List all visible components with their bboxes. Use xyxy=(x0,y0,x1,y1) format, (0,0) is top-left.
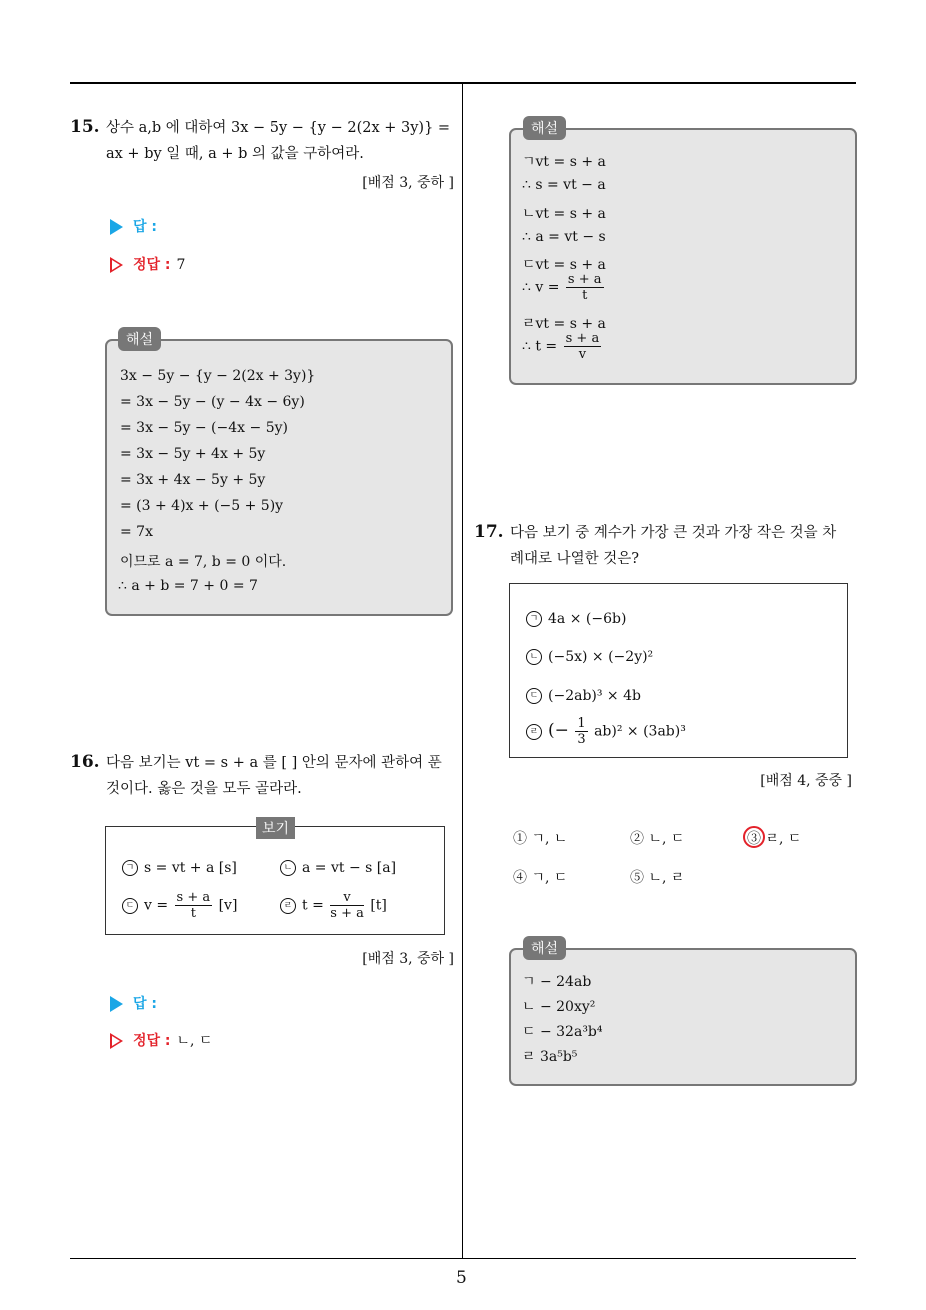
q16-item-d xyxy=(280,890,387,921)
q15-sol-line: = 3x − 5y − (y − 4x − 6y) xyxy=(120,394,305,410)
q16-correct-value: ㄴ, ㄷ xyxy=(176,1033,213,1049)
q15-sol-line: = 3x − 5y − (−4x − 5y) xyxy=(120,420,288,436)
numerator: s + a xyxy=(176,890,211,905)
q17-item-b xyxy=(526,649,653,665)
q17-option-5[interactable] xyxy=(630,867,684,887)
top-rule xyxy=(70,82,856,84)
q16-box-tag: 보기 xyxy=(256,817,295,839)
q16-text-line2: 것이다. 옳은 것을 모두 골라라. xyxy=(106,781,302,797)
option-number: ① xyxy=(513,831,527,847)
q15-sol-line: = 3x + 4x − 5y + 5y xyxy=(120,472,266,488)
q16-text-line1: 다음 보기는 vt = s + a 를 [ ] 안의 문자에 관하여 푼 xyxy=(106,755,442,771)
q17-item-d-prefix: (− xyxy=(548,720,569,741)
q17-option-2[interactable] xyxy=(630,828,684,848)
q15-sol-line: = (3 + 4)x + (−5 + 5)y xyxy=(120,498,284,514)
q16-item-d-lhs: t = xyxy=(302,897,324,914)
option-text: ㄹ, ㄷ xyxy=(765,831,802,847)
q16-item-b xyxy=(280,860,396,876)
q16-item-c-lhs: v = xyxy=(144,897,169,914)
denominator: t xyxy=(582,288,588,303)
play-icon xyxy=(110,996,123,1012)
fraction xyxy=(175,890,213,921)
mark-nieun: ㄴ xyxy=(526,649,542,665)
q16-sol-line: ㄴvt = s + a xyxy=(522,206,606,222)
denominator: s + a xyxy=(330,906,364,921)
mark-giyeok: ㄱ xyxy=(122,860,138,876)
numerator: s + a xyxy=(565,331,600,346)
q16-item-a-text: s = vt + a [s] xyxy=(144,860,237,876)
denominator: 3 xyxy=(577,732,586,747)
q15-answer-label: 답 : xyxy=(133,219,157,235)
q15-sol-line: 3x − 5y − {y − 2(2x + 3y)} xyxy=(120,368,316,384)
mark-giyeok: ㄱ xyxy=(526,611,542,627)
q16-sol-lhs: ∴ v = xyxy=(522,279,560,296)
q17-number: 17. xyxy=(474,522,504,542)
numerator: s + a xyxy=(567,272,602,287)
q15-text-line1: 상수 a,b 에 대하여 3x − 5y − {y − 2(2x + 3y)} = xyxy=(106,120,451,136)
q16-sol-line xyxy=(522,272,606,303)
q15-solution-tag: 해설 xyxy=(118,327,161,351)
fraction xyxy=(575,716,587,747)
q16-item-c xyxy=(122,890,237,921)
q16-number: 16. xyxy=(70,752,100,772)
q16-item-c-rhs: [v] xyxy=(218,897,238,914)
q17-sol-line: ㄷ − 32a³b⁴ xyxy=(522,1024,603,1040)
q15-correct-value: 7 xyxy=(176,257,186,273)
option-text: ㄴ, ㄹ xyxy=(648,870,685,886)
q17-sol-line: ㄴ − 20xy² xyxy=(522,999,596,1015)
fraction xyxy=(566,272,604,303)
q16-item-a xyxy=(122,860,237,876)
option-text: ㄱ, ㄴ xyxy=(531,831,568,847)
q15-sol-line: ∴ a + b = 7 + 0 = 7 xyxy=(118,578,258,594)
fraction xyxy=(330,890,364,921)
numerator: 1 xyxy=(577,716,586,731)
column-divider xyxy=(462,84,463,1259)
q16-answer-row xyxy=(110,993,157,1013)
numerator: v xyxy=(330,890,364,906)
q16-sol-line: ∴ a = vt − s xyxy=(522,229,606,245)
hollow-play-icon xyxy=(110,1033,123,1049)
q17-item-d-suffix: ab)² × (3ab)³ xyxy=(594,723,686,740)
q17-item-c xyxy=(526,688,641,704)
q17-item-a-text: 4a × (−6b) xyxy=(548,611,627,627)
mark-rieul: ㄹ xyxy=(526,724,542,740)
option-number: ② xyxy=(630,831,644,847)
q16-score: [배점 3, 중하 ] xyxy=(362,951,454,967)
fraction xyxy=(564,331,602,362)
q16-sol-line: ㄹvt = s + a xyxy=(522,316,606,332)
denominator: t xyxy=(190,906,196,921)
q16-sol-line: ∴ s = vt − a xyxy=(522,177,606,193)
q15-sol-line: 이므로 a = 7, b = 0 이다. xyxy=(120,554,287,570)
q17-text-line2: 례대로 나열한 것은? xyxy=(510,551,640,567)
q15-text-line2: ax + by 일 때, a + b 의 값을 구하여라. xyxy=(106,146,364,162)
option-text: ㄱ, ㄷ xyxy=(531,870,568,886)
q17-item-d xyxy=(526,716,686,747)
q16-item-b-text: a = vt − s [a] xyxy=(302,860,397,876)
q16-solution-tag: 해설 xyxy=(523,116,566,140)
option-text: ㄴ, ㄷ xyxy=(648,831,685,847)
bottom-rule xyxy=(70,1258,856,1259)
q17-option-4[interactable] xyxy=(513,867,567,887)
q17-item-b-text: (−5x) × (−2y)² xyxy=(548,649,654,665)
q15-sol-line: = 3x − 5y + 4x + 5y xyxy=(120,446,266,462)
q17-solution-tag: 해설 xyxy=(523,936,566,960)
mark-rieul: ㄹ xyxy=(280,898,296,914)
option-number: ⑤ xyxy=(630,870,644,886)
q16-sol-lhs: ∴ t = xyxy=(522,338,558,355)
q16-correct-row xyxy=(110,1030,212,1050)
q15-answer-row xyxy=(110,216,157,236)
q17-item-c-text: (−2ab)³ × 4b xyxy=(548,688,641,704)
mark-digeut: ㄷ xyxy=(526,688,542,704)
q17-option-1[interactable] xyxy=(513,828,567,848)
q16-sol-line: ㄷvt = s + a xyxy=(522,257,606,273)
q15-score: [배점 3, 중하 ] xyxy=(362,175,454,191)
mark-nieun: ㄴ xyxy=(280,860,296,876)
q17-item-a xyxy=(526,611,626,627)
q17-sol-line: ㄹ 3a⁵b⁵ xyxy=(522,1049,578,1065)
q16-sol-line: ㄱvt = s + a xyxy=(522,154,606,170)
denominator: v xyxy=(578,347,587,362)
q16-correct-label: 정답 : xyxy=(133,1033,171,1049)
q15-sol-line: = 7x xyxy=(120,524,153,540)
q15-number: 15. xyxy=(70,117,100,137)
q17-option-3[interactable] xyxy=(747,828,801,848)
q16-answer-label: 답 : xyxy=(133,996,157,1012)
hollow-play-icon xyxy=(110,257,123,273)
q17-sol-line: ㄱ − 24ab xyxy=(522,974,592,990)
option-number: ③ xyxy=(747,831,761,847)
q17-score: [배점 4, 중중 ] xyxy=(760,773,852,789)
mark-digeut: ㄷ xyxy=(122,898,138,914)
option-number: ④ xyxy=(513,870,527,886)
q16-sol-line xyxy=(522,331,603,362)
q15-correct-label: 정답 : xyxy=(133,257,171,273)
q15-correct-row xyxy=(110,254,185,274)
q16-item-d-rhs: [t] xyxy=(370,897,387,914)
play-icon xyxy=(110,219,123,235)
q17-text-line1: 다음 보기 중 계수가 가장 큰 것과 가장 작은 것을 차 xyxy=(510,525,837,541)
page-number: 5 xyxy=(456,1268,467,1288)
